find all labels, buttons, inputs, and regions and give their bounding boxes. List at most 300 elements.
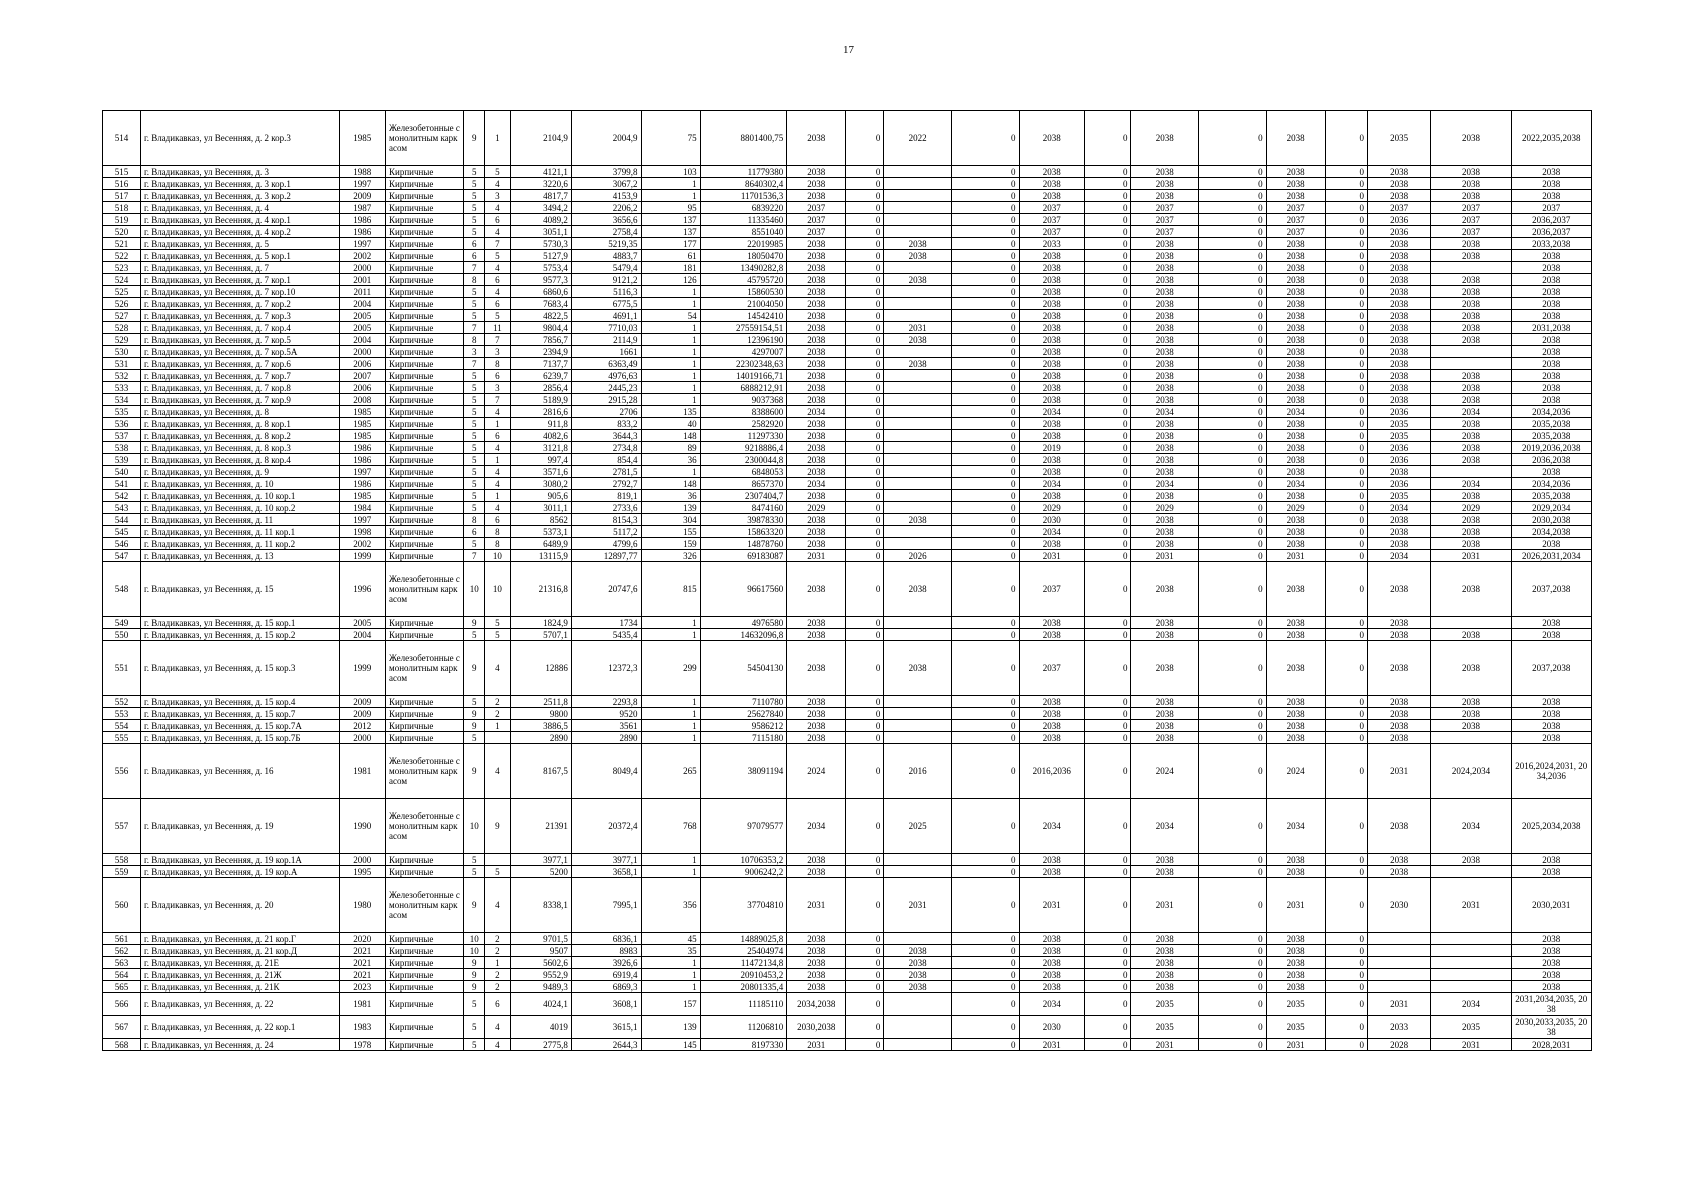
cell-zero-3: 0 bbox=[1085, 346, 1131, 358]
cell-year-3: 2031 bbox=[1019, 550, 1084, 562]
cell-years-summary: 2038 bbox=[1511, 346, 1591, 358]
cell-build-year: 2004 bbox=[339, 629, 385, 641]
cell-floors: 5 bbox=[464, 394, 485, 406]
cell-year-4: 2038 bbox=[1131, 538, 1199, 550]
cell-year-7: 2038 bbox=[1431, 562, 1511, 617]
cell-zero-1: 0 bbox=[846, 274, 884, 286]
cell-year-3: 2038 bbox=[1019, 418, 1084, 430]
cell-zero-1: 0 bbox=[846, 617, 884, 629]
cell-year-2: 2038 bbox=[884, 981, 952, 993]
cell-address: г. Владикавказ, ул Весенняя, д. 7 кор.3 bbox=[141, 310, 340, 322]
cell-zero-4: 0 bbox=[1199, 334, 1267, 346]
cell-address: г. Владикавказ, ул Весенняя, д. 3 bbox=[141, 166, 340, 178]
cell-year-7: 2038 bbox=[1431, 322, 1511, 334]
cell-year-1: 2038 bbox=[787, 166, 846, 178]
cell-years-summary: 2038 bbox=[1511, 957, 1591, 969]
cell-residents: 1 bbox=[641, 382, 700, 394]
cell-zero-3: 0 bbox=[1085, 358, 1131, 370]
cell-floors: 10 bbox=[464, 933, 485, 945]
cell-year-7: 2038 bbox=[1431, 298, 1511, 310]
cell-zero-4: 0 bbox=[1199, 744, 1267, 799]
cell-zero-2: 0 bbox=[951, 202, 1019, 214]
cell-living-area: 2114,9 bbox=[571, 334, 641, 346]
cell-entrances: 5 bbox=[485, 866, 510, 878]
cell-wall-material: Кирпичные bbox=[386, 1039, 464, 1051]
cell-cost: 14019166,71 bbox=[700, 370, 787, 382]
cell-zero-1: 0 bbox=[846, 286, 884, 298]
cell-row-number: 538 bbox=[103, 442, 141, 454]
cell-residents: 36 bbox=[641, 454, 700, 466]
cell-row-number: 526 bbox=[103, 298, 141, 310]
cell-floors: 5 bbox=[464, 442, 485, 454]
cell-zero-3: 0 bbox=[1085, 562, 1131, 617]
cell-year-4: 2038 bbox=[1131, 430, 1199, 442]
table-row bbox=[103, 478, 1592, 490]
cell-build-year: 1988 bbox=[339, 166, 385, 178]
cell-zero-4: 0 bbox=[1199, 878, 1267, 933]
cell-year-2 bbox=[884, 708, 952, 720]
cell-floors: 5 bbox=[464, 406, 485, 418]
cell-zero-3: 0 bbox=[1085, 298, 1131, 310]
cell-build-year: 2001 bbox=[339, 274, 385, 286]
cell-zero-5: 0 bbox=[1325, 957, 1367, 969]
cell-entrances: 2 bbox=[485, 696, 510, 708]
cell-zero-1: 0 bbox=[846, 454, 884, 466]
cell-year-5: 2038 bbox=[1266, 286, 1325, 298]
cell-years-summary: 2034,2038 bbox=[1511, 526, 1591, 538]
cell-year-1: 2038 bbox=[787, 111, 846, 166]
cell-year-7 bbox=[1431, 933, 1511, 945]
cell-year-5: 2038 bbox=[1266, 720, 1325, 732]
cell-build-year: 2009 bbox=[339, 708, 385, 720]
cell-year-2 bbox=[884, 696, 952, 708]
cell-total-area: 9800 bbox=[510, 708, 571, 720]
cell-zero-4: 0 bbox=[1199, 310, 1267, 322]
cell-floors: 5 bbox=[464, 430, 485, 442]
cell-year-5: 2038 bbox=[1266, 732, 1325, 744]
cell-year-7 bbox=[1431, 617, 1511, 629]
cell-zero-5: 0 bbox=[1325, 310, 1367, 322]
cell-living-area: 3799,8 bbox=[571, 166, 641, 178]
cell-year-3: 2038 bbox=[1019, 617, 1084, 629]
cell-year-4: 2038 bbox=[1131, 696, 1199, 708]
cell-row-number: 560 bbox=[103, 878, 141, 933]
cell-wall-material: Кирпичные bbox=[386, 346, 464, 358]
cell-floors: 5 bbox=[464, 502, 485, 514]
cell-living-area: 6919,4 bbox=[571, 969, 641, 981]
cell-residents: 1 bbox=[641, 190, 700, 202]
cell-living-area: 2758,4 bbox=[571, 226, 641, 238]
cell-year-4: 2038 bbox=[1131, 854, 1199, 866]
cell-year-3: 2037 bbox=[1019, 226, 1084, 238]
cell-year-7: 2037 bbox=[1431, 226, 1511, 238]
cell-year-6: 2036 bbox=[1367, 478, 1430, 490]
cell-year-4: 2035 bbox=[1131, 993, 1199, 1016]
cell-year-3: 2030 bbox=[1019, 1016, 1084, 1039]
cell-entrances: 4 bbox=[485, 226, 510, 238]
cell-address: г. Владикавказ, ул Весенняя, д. 21 кор.Г bbox=[141, 933, 340, 945]
cell-zero-4: 0 bbox=[1199, 933, 1267, 945]
cell-cost: 11701536,3 bbox=[700, 190, 787, 202]
cell-zero-2: 0 bbox=[951, 514, 1019, 526]
cell-zero-4: 0 bbox=[1199, 514, 1267, 526]
cell-entrances: 7 bbox=[485, 334, 510, 346]
cell-year-5: 2038 bbox=[1266, 969, 1325, 981]
cell-wall-material: Кирпичные bbox=[386, 466, 464, 478]
cell-zero-2: 0 bbox=[951, 454, 1019, 466]
cell-residents: 155 bbox=[641, 526, 700, 538]
cell-year-6: 2031 bbox=[1367, 993, 1430, 1016]
cell-years-summary: 2036,2037 bbox=[1511, 226, 1591, 238]
cell-year-6: 2035 bbox=[1367, 490, 1430, 502]
cell-year-1: 2038 bbox=[787, 358, 846, 370]
cell-zero-1: 0 bbox=[846, 1039, 884, 1051]
cell-floors: 5 bbox=[464, 190, 485, 202]
cell-living-area: 4691,1 bbox=[571, 310, 641, 322]
cell-year-2: 2038 bbox=[884, 957, 952, 969]
cell-wall-material: Кирпичные bbox=[386, 382, 464, 394]
cell-year-4: 2038 bbox=[1131, 526, 1199, 538]
cell-year-2 bbox=[884, 286, 952, 298]
cell-year-6: 2035 bbox=[1367, 111, 1430, 166]
cell-year-6: 2035 bbox=[1367, 418, 1430, 430]
cell-zero-1: 0 bbox=[846, 866, 884, 878]
cell-cost: 97079577 bbox=[700, 799, 787, 854]
cell-year-6: 2038 bbox=[1367, 166, 1430, 178]
cell-year-7 bbox=[1431, 346, 1511, 358]
cell-years-summary: 2030,2031 bbox=[1511, 878, 1591, 933]
cell-year-2: 2022 bbox=[884, 111, 952, 166]
cell-year-3: 2037 bbox=[1019, 202, 1084, 214]
cell-zero-1: 0 bbox=[846, 696, 884, 708]
cell-year-6: 2038 bbox=[1367, 346, 1430, 358]
cell-cost: 18050470 bbox=[700, 250, 787, 262]
cell-total-area: 5189,9 bbox=[510, 394, 571, 406]
cell-year-6: 2038 bbox=[1367, 732, 1430, 744]
cell-year-4: 2038 bbox=[1131, 382, 1199, 394]
cell-zero-4: 0 bbox=[1199, 641, 1267, 696]
cell-year-7: 2038 bbox=[1431, 166, 1511, 178]
cell-total-area: 3977,1 bbox=[510, 854, 571, 866]
cell-zero-2: 0 bbox=[951, 562, 1019, 617]
cell-years-summary: 2034,2036 bbox=[1511, 406, 1591, 418]
cell-wall-material: Кирпичные bbox=[386, 993, 464, 1016]
table-row bbox=[103, 720, 1592, 732]
cell-zero-5: 0 bbox=[1325, 1016, 1367, 1039]
cell-year-4: 2038 bbox=[1131, 708, 1199, 720]
cell-year-5: 2038 bbox=[1266, 418, 1325, 430]
cell-years-summary: 2035,2038 bbox=[1511, 418, 1591, 430]
cell-year-2 bbox=[884, 370, 952, 382]
cell-years-summary: 2031,2034,2035, 2038 bbox=[1511, 993, 1591, 1016]
cell-floors: 9 bbox=[464, 744, 485, 799]
cell-cost: 13490282,8 bbox=[700, 262, 787, 274]
cell-cost: 4297007 bbox=[700, 346, 787, 358]
cell-zero-2: 0 bbox=[951, 969, 1019, 981]
cell-residents: 139 bbox=[641, 1016, 700, 1039]
cell-year-3: 2038 bbox=[1019, 720, 1084, 732]
cell-year-1: 2038 bbox=[787, 250, 846, 262]
cell-build-year: 2000 bbox=[339, 262, 385, 274]
cell-year-1: 2037 bbox=[787, 202, 846, 214]
cell-year-1: 2038 bbox=[787, 969, 846, 981]
cell-address: г. Владикавказ, ул Весенняя, д. 7 кор.4 bbox=[141, 322, 340, 334]
cell-zero-3: 0 bbox=[1085, 178, 1131, 190]
cell-address: г. Владикавказ, ул Весенняя, д. 10 bbox=[141, 478, 340, 490]
cell-zero-5: 0 bbox=[1325, 629, 1367, 641]
cell-years-summary: 2038 bbox=[1511, 190, 1591, 202]
cell-zero-1: 0 bbox=[846, 190, 884, 202]
cell-zero-1: 0 bbox=[846, 854, 884, 866]
cell-zero-3: 0 bbox=[1085, 945, 1131, 957]
cell-address: г. Владикавказ, ул Весенняя, д. 21К bbox=[141, 981, 340, 993]
cell-year-1: 2038 bbox=[787, 945, 846, 957]
cell-year-5: 2038 bbox=[1266, 178, 1325, 190]
cell-living-area: 2733,6 bbox=[571, 502, 641, 514]
cell-total-area: 9701,5 bbox=[510, 933, 571, 945]
cell-year-2 bbox=[884, 190, 952, 202]
cell-address: г. Владикавказ, ул Весенняя, д. 15 кор.4 bbox=[141, 696, 340, 708]
cell-zero-2: 0 bbox=[951, 720, 1019, 732]
cell-build-year: 2002 bbox=[339, 538, 385, 550]
cell-row-number: 565 bbox=[103, 981, 141, 993]
cell-year-2: 2038 bbox=[884, 945, 952, 957]
cell-floors: 5 bbox=[464, 370, 485, 382]
cell-wall-material: Кирпичные bbox=[386, 262, 464, 274]
cell-zero-1: 0 bbox=[846, 370, 884, 382]
cell-build-year: 1981 bbox=[339, 993, 385, 1016]
cell-floors: 6 bbox=[464, 526, 485, 538]
cell-total-area: 3051,1 bbox=[510, 226, 571, 238]
cell-total-area: 4089,2 bbox=[510, 214, 571, 226]
cell-row-number: 536 bbox=[103, 418, 141, 430]
cell-year-6: 2038 bbox=[1367, 799, 1430, 854]
cell-total-area: 9489,3 bbox=[510, 981, 571, 993]
cell-entrances: 5 bbox=[485, 629, 510, 641]
cell-zero-1: 0 bbox=[846, 346, 884, 358]
cell-zero-3: 0 bbox=[1085, 641, 1131, 696]
cell-zero-4: 0 bbox=[1199, 502, 1267, 514]
cell-cost: 8197330 bbox=[700, 1039, 787, 1051]
cell-year-1: 2038 bbox=[787, 854, 846, 866]
cell-zero-1: 0 bbox=[846, 418, 884, 430]
cell-year-7: 2038 bbox=[1431, 641, 1511, 696]
cell-zero-4: 0 bbox=[1199, 274, 1267, 286]
cell-year-5: 2038 bbox=[1266, 298, 1325, 310]
cell-row-number: 550 bbox=[103, 629, 141, 641]
cell-build-year: 1996 bbox=[339, 562, 385, 617]
cell-year-3: 2038 bbox=[1019, 957, 1084, 969]
cell-year-5: 2035 bbox=[1266, 993, 1325, 1016]
cell-living-area: 7995,1 bbox=[571, 878, 641, 933]
cell-wall-material: Кирпичные bbox=[386, 310, 464, 322]
cell-zero-3: 0 bbox=[1085, 629, 1131, 641]
cell-year-7: 2037 bbox=[1431, 214, 1511, 226]
cell-zero-5: 0 bbox=[1325, 969, 1367, 981]
cell-total-area: 2856,4 bbox=[510, 382, 571, 394]
cell-living-area: 2890 bbox=[571, 732, 641, 744]
cell-entrances: 6 bbox=[485, 370, 510, 382]
cell-entrances: 6 bbox=[485, 298, 510, 310]
table-row bbox=[103, 878, 1592, 933]
cell-year-5: 2038 bbox=[1266, 708, 1325, 720]
cell-zero-5: 0 bbox=[1325, 878, 1367, 933]
cell-build-year: 1983 bbox=[339, 1016, 385, 1039]
cell-cost: 37704810 bbox=[700, 878, 787, 933]
cell-entrances: 6 bbox=[485, 430, 510, 442]
cell-build-year: 1978 bbox=[339, 1039, 385, 1051]
cell-year-3: 2038 bbox=[1019, 190, 1084, 202]
cell-year-3: 2031 bbox=[1019, 1039, 1084, 1051]
cell-years-summary: 2038 bbox=[1511, 382, 1591, 394]
cell-row-number: 521 bbox=[103, 238, 141, 250]
cell-floors: 5 bbox=[464, 418, 485, 430]
cell-zero-3: 0 bbox=[1085, 538, 1131, 550]
cell-zero-3: 0 bbox=[1085, 490, 1131, 502]
cell-wall-material: Железобетонные с монолитным каркасом bbox=[386, 799, 464, 854]
cell-address: г. Владикавказ, ул Весенняя, д. 3 кор.2 bbox=[141, 190, 340, 202]
cell-residents: 1 bbox=[641, 358, 700, 370]
cell-year-3: 2038 bbox=[1019, 490, 1084, 502]
cell-year-6: 2038 bbox=[1367, 262, 1430, 274]
cell-living-area: 4153,9 bbox=[571, 190, 641, 202]
cell-zero-2: 0 bbox=[951, 732, 1019, 744]
cell-floors: 10 bbox=[464, 799, 485, 854]
cell-year-3: 2037 bbox=[1019, 641, 1084, 696]
cell-address: г. Владикавказ, ул Весенняя, д. 4 кор.1 bbox=[141, 214, 340, 226]
cell-zero-1: 0 bbox=[846, 969, 884, 981]
cell-zero-1: 0 bbox=[846, 708, 884, 720]
cell-year-7: 2038 bbox=[1431, 111, 1511, 166]
cell-residents: 54 bbox=[641, 310, 700, 322]
cell-entrances bbox=[485, 732, 510, 744]
cell-year-1: 2038 bbox=[787, 696, 846, 708]
cell-zero-2: 0 bbox=[951, 641, 1019, 696]
cell-address: г. Владикавказ, ул Весенняя, д. 5 bbox=[141, 238, 340, 250]
cell-zero-1: 0 bbox=[846, 799, 884, 854]
cell-residents: 1 bbox=[641, 617, 700, 629]
cell-floors: 9 bbox=[464, 111, 485, 166]
cell-year-2 bbox=[884, 262, 952, 274]
cell-total-area: 3121,8 bbox=[510, 442, 571, 454]
cell-wall-material: Кирпичные bbox=[386, 732, 464, 744]
cell-residents: 815 bbox=[641, 562, 700, 617]
cell-year-2: 2025 bbox=[884, 799, 952, 854]
cell-year-4: 2037 bbox=[1131, 226, 1199, 238]
cell-zero-4: 0 bbox=[1199, 969, 1267, 981]
table-row bbox=[103, 1039, 1592, 1051]
cell-build-year: 1984 bbox=[339, 502, 385, 514]
cell-year-3: 2038 bbox=[1019, 394, 1084, 406]
table-row bbox=[103, 945, 1592, 957]
table-row bbox=[103, 274, 1592, 286]
cell-year-2 bbox=[884, 629, 952, 641]
cell-living-area: 12897,77 bbox=[571, 550, 641, 562]
cell-floors: 5 bbox=[464, 178, 485, 190]
cell-year-3: 2038 bbox=[1019, 310, 1084, 322]
cell-residents: 40 bbox=[641, 418, 700, 430]
cell-address: г. Владикавказ, ул Весенняя, д. 21Е bbox=[141, 957, 340, 969]
cell-entrances: 8 bbox=[485, 538, 510, 550]
cell-zero-4: 0 bbox=[1199, 430, 1267, 442]
cell-year-5: 2038 bbox=[1266, 370, 1325, 382]
cell-entrances: 4 bbox=[485, 502, 510, 514]
cell-entrances: 9 bbox=[485, 799, 510, 854]
cell-year-6 bbox=[1367, 945, 1430, 957]
table-row bbox=[103, 346, 1592, 358]
cell-residents: 1 bbox=[641, 957, 700, 969]
table-row bbox=[103, 538, 1592, 550]
cell-address: г. Владикавказ, ул Весенняя, д. 21Ж bbox=[141, 969, 340, 981]
cell-years-summary: 2038 bbox=[1511, 696, 1591, 708]
cell-year-1: 2038 bbox=[787, 430, 846, 442]
cell-year-6: 2038 bbox=[1367, 720, 1430, 732]
cell-address: г. Владикавказ, ул Весенняя, д. 7 кор.5 bbox=[141, 334, 340, 346]
cell-year-5: 2038 bbox=[1266, 322, 1325, 334]
table-row bbox=[103, 866, 1592, 878]
cell-year-4: 2031 bbox=[1131, 550, 1199, 562]
cell-cost: 8657370 bbox=[700, 478, 787, 490]
cell-zero-2: 0 bbox=[951, 629, 1019, 641]
cell-zero-2: 0 bbox=[951, 617, 1019, 629]
cell-zero-5: 0 bbox=[1325, 382, 1367, 394]
cell-build-year: 2007 bbox=[339, 370, 385, 382]
cell-cost: 12396190 bbox=[700, 334, 787, 346]
cell-year-3: 2038 bbox=[1019, 382, 1084, 394]
cell-year-6: 2036 bbox=[1367, 226, 1430, 238]
cell-living-area: 5435,4 bbox=[571, 629, 641, 641]
cell-zero-2: 0 bbox=[951, 945, 1019, 957]
cell-year-5: 2038 bbox=[1266, 111, 1325, 166]
table-row bbox=[103, 993, 1592, 1016]
cell-build-year: 2002 bbox=[339, 250, 385, 262]
cell-build-year: 1985 bbox=[339, 418, 385, 430]
cell-living-area: 5479,4 bbox=[571, 262, 641, 274]
cell-zero-5: 0 bbox=[1325, 322, 1367, 334]
cell-living-area: 3977,1 bbox=[571, 854, 641, 866]
cell-build-year: 1986 bbox=[339, 454, 385, 466]
cell-zero-5: 0 bbox=[1325, 226, 1367, 238]
cell-zero-2: 0 bbox=[951, 226, 1019, 238]
cell-residents: 1 bbox=[641, 969, 700, 981]
cell-year-2 bbox=[884, 430, 952, 442]
cell-years-summary: 2016,2024,2031, 2034,2036 bbox=[1511, 744, 1591, 799]
cell-zero-5: 0 bbox=[1325, 111, 1367, 166]
cell-zero-1: 0 bbox=[846, 442, 884, 454]
cell-year-4: 2038 bbox=[1131, 490, 1199, 502]
cell-year-3: 2016,2036 bbox=[1019, 744, 1084, 799]
cell-year-5: 2038 bbox=[1266, 629, 1325, 641]
cell-zero-5: 0 bbox=[1325, 286, 1367, 298]
cell-year-2: 2038 bbox=[884, 641, 952, 696]
cell-zero-2: 0 bbox=[951, 550, 1019, 562]
cell-year-4: 2038 bbox=[1131, 166, 1199, 178]
cell-wall-material: Кирпичные bbox=[386, 502, 464, 514]
cell-residents: 1 bbox=[641, 334, 700, 346]
cell-year-4: 2038 bbox=[1131, 617, 1199, 629]
cell-year-2: 2026 bbox=[884, 550, 952, 562]
cell-entrances: 4 bbox=[485, 442, 510, 454]
cell-year-1: 2031 bbox=[787, 550, 846, 562]
cell-year-5: 2038 bbox=[1266, 981, 1325, 993]
cell-wall-material: Кирпичные bbox=[386, 406, 464, 418]
cell-years-summary: 2038 bbox=[1511, 945, 1591, 957]
cell-zero-1: 0 bbox=[846, 202, 884, 214]
cell-entrances: 5 bbox=[485, 617, 510, 629]
cell-entrances: 4 bbox=[485, 1016, 510, 1039]
cell-year-3: 2037 bbox=[1019, 214, 1084, 226]
cell-residents: 137 bbox=[641, 226, 700, 238]
